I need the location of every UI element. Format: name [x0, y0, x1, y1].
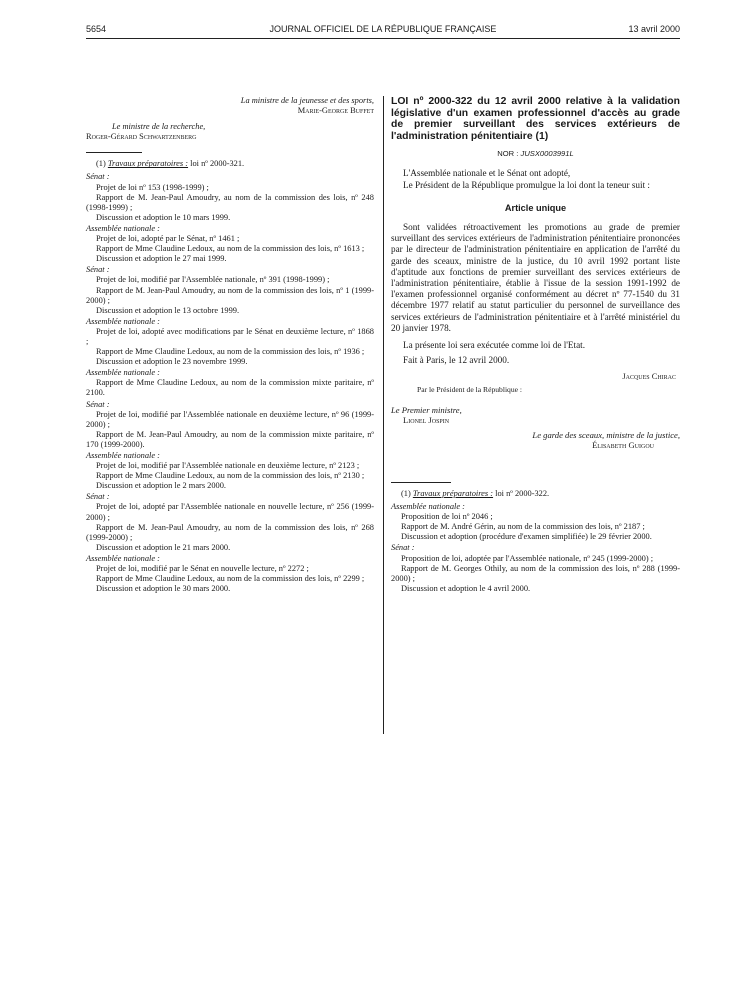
list-item: Discussion et adoption le 23 novembre 1999. — [96, 357, 248, 367]
list-item: Discussion et adoption le 10 mars 1999. — [96, 212, 231, 222]
signature-title: La ministre de la jeunesse et des sports, — [240, 96, 374, 105]
section-heading: Sénat : — [86, 492, 110, 502]
list-item: Rapport de M. Jean-Paul Amoudry, au nom de la commission des lois, nº 248 (1998-1999) ; — [86, 192, 374, 212]
par-le-president: Par le Président de la République : — [417, 384, 523, 394]
section-heading: Assemblée nationale : — [86, 368, 160, 378]
section-heading: Sénat : — [86, 399, 110, 409]
article-text: Sont validées rétroactivement les promotions au grade de premier surveillant des services extérieurs de l'administration pénitentiaire prononcées par le directeur de l'administration pénitentiaire en application de l'arrêté du garde des sceaux, ministre de la justice, du 10 avril 1992 portant liste d'aptitude aux fonctions de premier surveillant des services extérieurs de l'administration pénitentiaire, établie à l'issue de la session 1991-1992 de l'examen professionnel organisé conformément au décret nº 77-1540 du 31 décembre 1977 relatif au statut particulier du personnel de surveillance des services extérieurs de l'administration pénitentiaire et à l'arrêté ministériel du 20 janvier 1978. — [391, 221, 680, 333]
page-number: 5654 — [86, 24, 107, 34]
footnote-heading: (1) Travaux préparatoires : loi nº 2000-321. — [96, 159, 245, 169]
intro-promulgation: Le Président de la République promulgue la loi dont la teneur suit : — [403, 179, 650, 190]
list-item: Rapport de Mme Claudine Ledoux, au nom de la commission des lois, nº 2130 ; — [96, 471, 365, 481]
section-heading: Sénat : — [391, 543, 415, 553]
list-item: Discussion et adoption le 30 mars 2000. — [96, 584, 231, 594]
signature-recherche — [86, 122, 374, 132]
nor-code: JUSX0003991L — [520, 149, 574, 159]
list-item: Discussion et adoption le 4 avril 2000. — [401, 583, 531, 593]
list-item: Rapport de Mme Claudine Ledoux, au nom de la commission mixte paritaire, nº 2100. — [86, 378, 374, 398]
left-column — [86, 96, 374, 594]
signature-title: Le ministre de la recherche, — [112, 122, 206, 132]
nor-label: NOR : — [497, 149, 519, 159]
list-item: Discussion et adoption le 13 octobre 1999. — [96, 305, 240, 315]
execution-clause: La présente loi sera exécutée comme loi de l'Etat. — [403, 340, 586, 350]
list-item: Projet de loi, modifié par le Sénat en nouvelle lecture, nº 2272 ; — [96, 564, 309, 574]
intro-adopted: L'Assemblée nationale et le Sénat ont adopté, — [403, 168, 571, 179]
law-title: LOI nº 2000-322 du 12 avril 2000 relative à la validation législative d'un examen professionnel d'accès au grade de premier surveillant des services extérieurs de l'administration pénitentiaire (1) — [391, 96, 680, 142]
list-item: Projet de loi, adopté par l'Assemblée nationale en nouvelle lecture, nº 256 (1999-2000) ; — [86, 502, 374, 522]
footnote-heading: (1) Travaux préparatoires : loi nº 2000-322. — [401, 488, 550, 498]
issue-date: 13 avril 2000 — [628, 24, 680, 34]
signature-title: Le Premier ministre, — [391, 404, 462, 415]
section-heading: Assemblée nationale : — [86, 553, 160, 563]
header-rule — [86, 38, 680, 39]
signature-name: Lionel Jospin — [403, 414, 450, 425]
signature-jeunesse-sports — [86, 96, 374, 116]
list-item: Discussion et adoption le 21 mars 2000. — [96, 542, 231, 552]
section-heading: Sénat : — [86, 172, 110, 182]
section-heading: Assemblée nationale : — [86, 451, 160, 460]
column-divider — [383, 96, 384, 734]
list-item: Projet de loi, modifié par l'Assemblée nationale en deuxième lecture, nº 96 (1999-2000) ; — [86, 409, 374, 429]
list-item: Projet de loi nº 153 (1998-1999) ; — [96, 182, 209, 192]
article-heading: Article unique — [504, 202, 567, 213]
signature-title: Le garde des sceaux, ministre de la justice, — [532, 429, 680, 440]
place-date: Fait à Paris, le 12 avril 2000. — [403, 355, 510, 366]
justice-minister-signature — [391, 430, 680, 450]
list-item: Rapport de M. Jean-Paul Amoudry, au nom de la commission des lois, nº 268 (1999-2000) ; — [86, 522, 374, 542]
section-heading: Assemblée nationale : — [86, 316, 160, 326]
list-item: Projet de loi, adopté par le Sénat, nº 1461 ; — [96, 234, 240, 244]
list-item: Discussion et adoption le 2 mars 2000. — [96, 481, 227, 491]
list-item: Rapport de Mme Claudine Ledoux, au nom de la commission des lois, nº 2299 ; — [96, 574, 365, 584]
signature-name: Élisabeth Guigou — [592, 439, 654, 450]
list-item: Proposition de loi nº 2046 ; — [401, 512, 493, 522]
list-item: Proposition de loi, adoptée par l'Assemblée nationale, nº 245 (1999-2000) ; — [401, 553, 654, 563]
footnote-rule — [391, 482, 451, 483]
list-item: Rapport de M. André Gérin, au nom de la commission des lois, nº 2187 ; — [401, 522, 645, 532]
footnote-sections — [86, 172, 374, 594]
list-item: Rapport de Mme Claudine Ledoux, au nom de la commission des lois, nº 1936 ; — [96, 347, 365, 357]
list-item: Discussion et adoption (procédure d'examen simplifiée) le 29 février 2000. — [401, 532, 652, 542]
footnote-rule — [86, 152, 142, 153]
section-heading: Assemblée nationale : — [391, 502, 465, 512]
list-item: Rapport de M. Georges Othily, au nom de la commission des lois, nº 288 (1999-2000) ; — [391, 563, 680, 583]
journal-title: JOURNAL OFFICIEL DE LA RÉPUBLIQUE FRANÇAISE — [269, 24, 497, 34]
list-item: Rapport de M. Jean-Paul Amoudry, au nom de la commission des lois, nº 1 (1999-2000) ; — [86, 285, 374, 305]
right-column — [391, 96, 680, 594]
signature-name: Marie-George Buffet — [297, 106, 374, 116]
president-signature: Jacques Chirac — [622, 372, 676, 382]
list-item: Projet de loi, modifié par l'Assemblée nationale, nº 391 (1998-1999) ; — [96, 275, 330, 285]
list-item: Projet de loi, modifié par l'Assemblée nationale en deuxième lecture, nº 2123 ; — [96, 461, 360, 471]
list-item: Projet de loi, adopté avec modifications par le Sénat en deuxième lecture, nº 1868 ; — [86, 326, 374, 346]
section-heading: Assemblée nationale : — [86, 223, 160, 233]
signature-name: Roger-Gérard Schwartzenberg — [86, 132, 197, 142]
nor-reference — [391, 149, 680, 159]
section-heading: Sénat : — [86, 265, 110, 275]
list-item: Discussion et adoption le 27 mai 1999. — [96, 254, 227, 264]
prime-minister-signature — [391, 405, 680, 425]
list-item: Rapport de M. Jean-Paul Amoudry, au nom de la commission mixte paritaire, nº 170 (1999-2000). — [86, 429, 374, 449]
list-item: Rapport de Mme Claudine Ledoux, au nom de la commission des lois, nº 1613 ; — [96, 244, 365, 254]
